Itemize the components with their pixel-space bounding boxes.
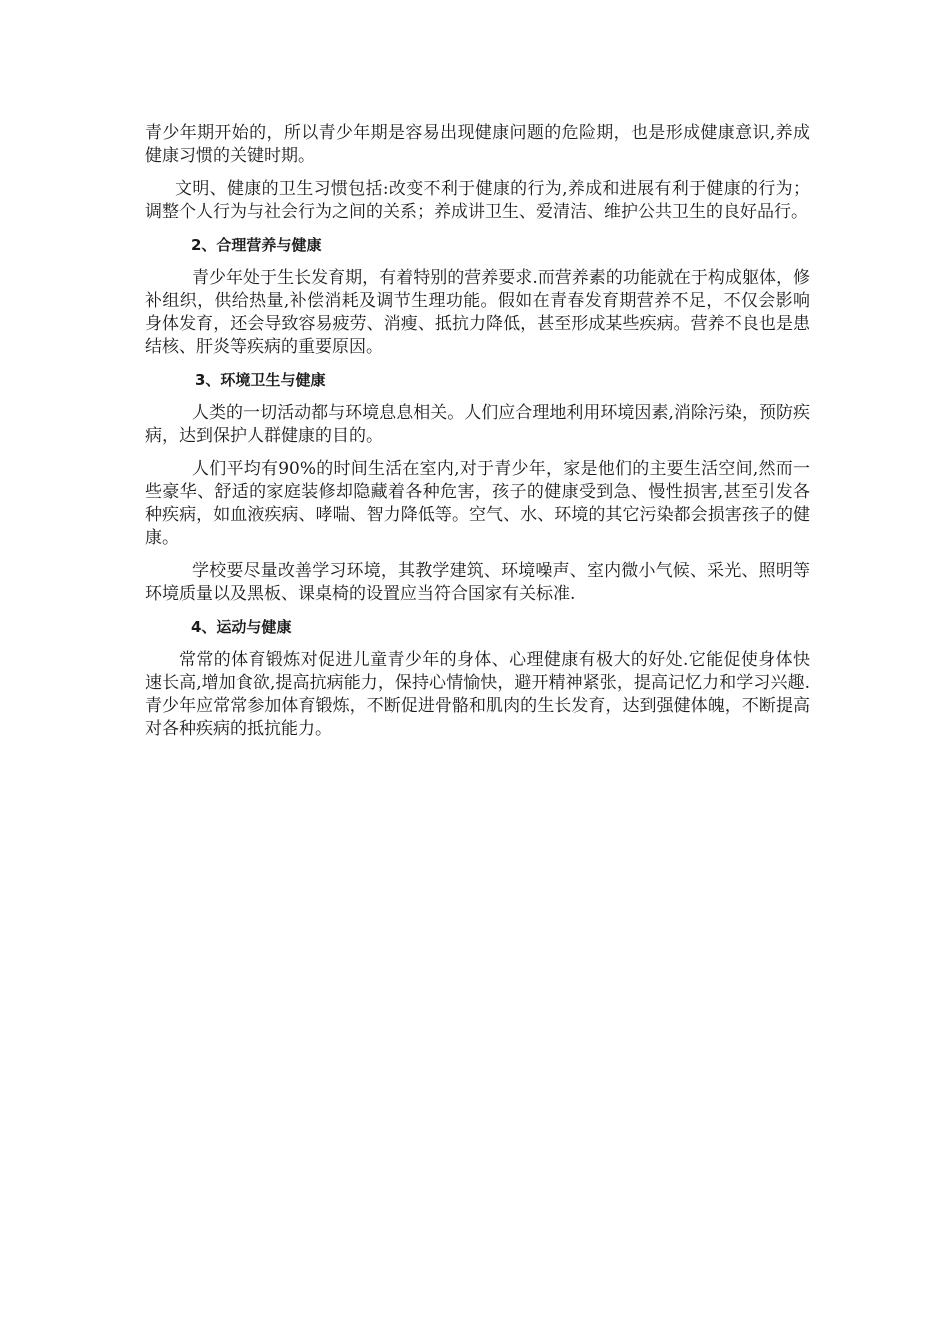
paragraph-exercise: 常常的体育锻炼对促进儿童青少年的身体、心理健康有极大的好处.它能促使身体快速长高,增加食欲,提高抗病能力，保持心情愉快，避开精神紧张，提高记忆力和学习兴趣.青少年应常常参加体育锻炼，不断促进骨骼和肌肉的生长发育，达到强健体魄，不断提高对各种疾病的抵抗能力。: [145, 650, 810, 739]
document-page: [145, 122, 810, 751]
paragraph-environment-intro: 人类的一切活动都与环境息息相关。人们应合理地利用环境因素,消除污染，预防疾病，达到保护人群健康的目的。: [145, 403, 810, 446]
section-heading-environment: 3、环境卫生与健康: [195, 371, 326, 389]
paragraph-nutrition: 青少年处于生长发育期，有着特别的营养要求.而营养素的功能就在于构成躯体，修补组织，供给热量,补偿消耗及调节生理功能。假如在青春发育期营养不足，不仅会影响身体发育，还会导致容易疲劳、消瘦、抵抗力降低，甚至形成某些疾病。营养不良也是患结核、肝炎等疾病的重要原因。: [145, 268, 810, 357]
paragraph-hygiene-habits: 文明、健康的卫生习惯包括:改变不利于健康的行为,养成和进展有利于健康的行为；调整个人行为与社会行为之间的关系；养成讲卫生、爱清洁、维护公共卫生的良好品行。: [145, 179, 810, 222]
paragraph-continuation: 青少年期开始的，所以青少年期是容易出现健康问题的危险期，也是形成健康意识,养成健康习惯的关键时期。: [145, 123, 810, 166]
section-heading-exercise: 4、运动与健康: [191, 618, 292, 636]
paragraph-indoor-environment: 人们平均有90%的时间生活在室内,对于青少年，家是他们的主要生活空间,然而一些豪华、舒适的家庭装修却隐藏着各种危害，孩子的健康受到急、慢性损害,甚至引发各种疾病，如血液疾病、哮喘、智力降低等。空气、水、环境的其它污染都会损害孩子的健康。: [145, 459, 810, 548]
section-heading-nutrition: 2、合理营养与健康: [191, 236, 322, 254]
paragraph-school-environment: 学校要尽量改善学习环境，其教学建筑、环境噪声、室内微小气候、采光、照明等环境质量以及黑板、课桌椅的设置应当符合国家有关标准.: [145, 561, 810, 604]
